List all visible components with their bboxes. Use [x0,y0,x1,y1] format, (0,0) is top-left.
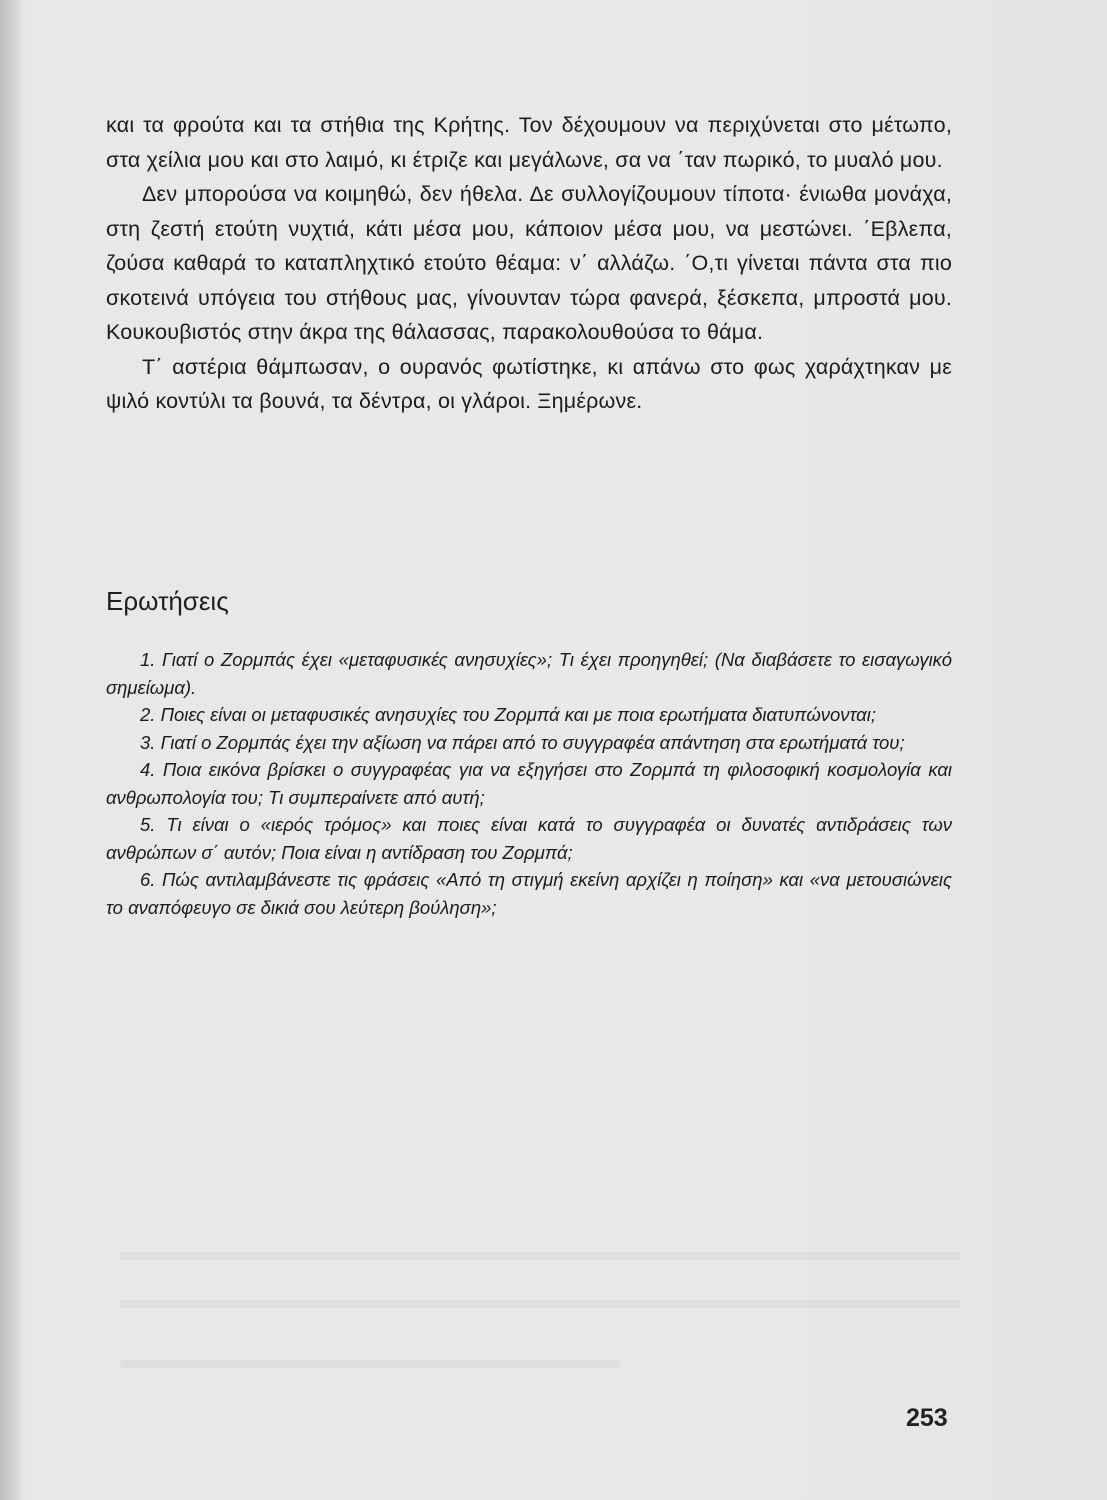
question-item: 1. Γιατί ο Ζορμπάς έχει «μεταφυσικές ανησυχίες»; Τι έχει προηγηθεί; (Να διαβάσετε το εισαγωγικό σημείωμα). [106,649,952,698]
questions-list [106,646,952,921]
question-item: 4. Ποια εικόνα βρίσκει ο συγγραφέας για να εξηγήσει στο Ζορμπά τη φιλοσοφική κοσμολογία και ανθρωπολογία του; Τι συμπεραίνετε από αυτή; [106,759,952,808]
question-item: 6. Πώς αντιλαμβάνεστε τις φράσεις «Από τη στιγμή εκείνη αρχίζει η ποίηση» και «να μετουσιώνεις το αναπόφευγο σε δικιά σου λεύτερη βούληση»; [106,869,952,918]
paragraph: Δεν μπορούσα να κοιμηθώ, δεν ήθελα. Δε συλλογίζουμουν τίποτα· ένιωθα μονάχα, στη ζεστή ετούτη νυχτιά, κάτι μέσα μου, κάποιον μέσα μου, να μεστώνει. ΄Εβλεπα, ζούσα καθαρά το καταπληχτικό ετούτο θέαμα: ν΄ αλλάζω. ΄Ο,τι γίνεται πάντα στα πιο σκοτεινά υπόγεια του στήθους μας, γίνουνταν τώρα φανερά, ξέσκεπα, μπροστά μου. Κουκουβιστός στην άκρα της θάλασσας, παρακολουθούσα το θάμα. [106,182,952,344]
page-number: 253 [906,1404,948,1432]
bleed-through-mark [120,1300,960,1308]
body-text [106,108,952,419]
paragraph: και τα φρούτα και τα στήθια της Κρήτης. Τον δέχουμουν να περιχύνεται στο μέτωπο, στα χείλια μου και στο λαιμό, κι έτριζε και μεγάλωνε, σα να ΄ταν πωρικό, το μυαλό μου. [106,113,952,172]
question-item: 3. Γιατί ο Ζορμπάς έχει την αξίωση να πάρει από το συγγραφέα απάντηση στα ερωτήματά του; [140,731,905,753]
question-item: 2. Ποιες είναι οι μεταφυσικές ανησυχίες του Ζορμπά και με ποια ερωτήματα διατυπώνονται; [140,704,876,725]
bleed-through-mark [120,1360,620,1368]
question-item: 5. Τι είναι ο «ιερός τρόμος» και ποιες είναι κατά το συγγραφέα οι δυνατές αντιδράσεις των ανθρώπων σ΄ αυτόν; Ποια είναι η αντίδραση του Ζορμπά; [106,814,952,863]
section-title: Ερωτήσεις [106,586,229,616]
paragraph: Τ΄ αστέρια θάμπωσαν, ο ουρανός φωτίστηκε, κι απάνω στο φως χαράχτηκαν με ψιλό κοντύλι τα βουνά, τα δέντρα, οι γλάροι. Ξημέρωνε. [106,354,952,413]
binding-shadow [0,0,22,1500]
bleed-through-mark [120,1252,960,1260]
